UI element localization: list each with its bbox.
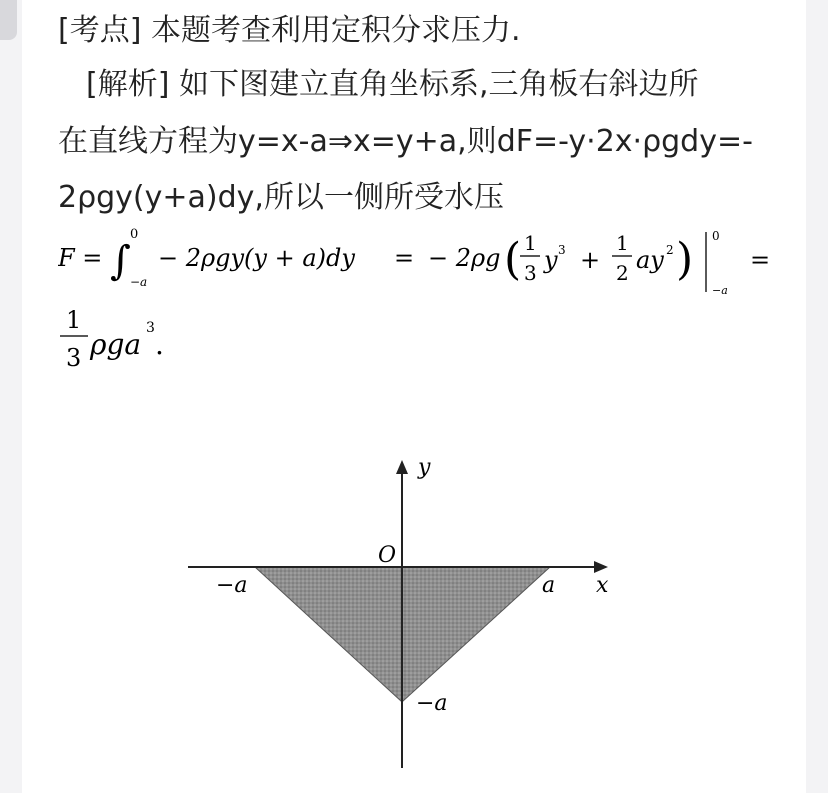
term1-base: y — [544, 246, 558, 274]
x-axis-arrow — [594, 561, 608, 573]
neg-a-y-label: −a — [416, 691, 448, 716]
frac1-numerator: 1 — [524, 231, 537, 255]
frac2-denominator: 2 — [616, 261, 629, 285]
scroll-handle[interactable] — [0, 0, 17, 40]
rhs-prefix: − 2ρg — [428, 244, 501, 272]
y-axis-arrow — [396, 460, 408, 474]
close-paren: ) — [676, 234, 694, 285]
result-period: . — [155, 328, 164, 361]
a-x-label: a — [542, 573, 556, 598]
term2-base: ay — [636, 246, 664, 274]
triangle-diagram — [180, 450, 620, 780]
y-axis-label: y — [418, 455, 431, 480]
result-exponent: 3 — [146, 320, 155, 336]
pressure-line: 2ρgy(y+a)dy,所以一侧所受水压 — [58, 180, 504, 215]
integral-formula — [58, 228, 778, 298]
eval-upper-limit: 0 — [712, 229, 720, 243]
equation-line: 在直线方程为y=x-a⇒x=y+a,则dF=-y·2x·ρgdy=- — [58, 124, 753, 159]
neg-a-x-label: −a — [216, 573, 248, 598]
exam-point-line: [考点] 本题考查利用定积分求压力. — [58, 13, 521, 48]
result-denominator: 3 — [66, 344, 82, 372]
formula-lhs: F = — [58, 244, 103, 272]
formula-equals-2: = — [750, 246, 771, 274]
term1-exponent: 3 — [558, 243, 566, 257]
integral-sign: ∫ — [110, 238, 131, 284]
plus-sign: + — [580, 246, 601, 274]
result-formula — [58, 300, 258, 380]
origin-label: O — [378, 543, 397, 568]
term2-exponent: 2 — [666, 243, 674, 257]
integrand: − 2ρgy(y + a)dy — [158, 244, 355, 272]
result-body: ρga — [90, 328, 142, 361]
x-axis-label: x — [596, 573, 609, 598]
eval-lower-limit: −a — [712, 284, 728, 297]
analysis-line: [解析] 如下图建立直角坐标系,三角板右斜边所 — [86, 67, 699, 102]
frac2-numerator: 1 — [616, 231, 629, 255]
result-numerator: 1 — [66, 306, 82, 334]
integral-lower-limit: −a — [130, 275, 148, 289]
frac1-denominator: 3 — [524, 261, 537, 285]
formula-equals: = — [394, 244, 415, 272]
open-paren: ( — [504, 234, 522, 285]
integral-upper-limit: 0 — [130, 228, 139, 242]
